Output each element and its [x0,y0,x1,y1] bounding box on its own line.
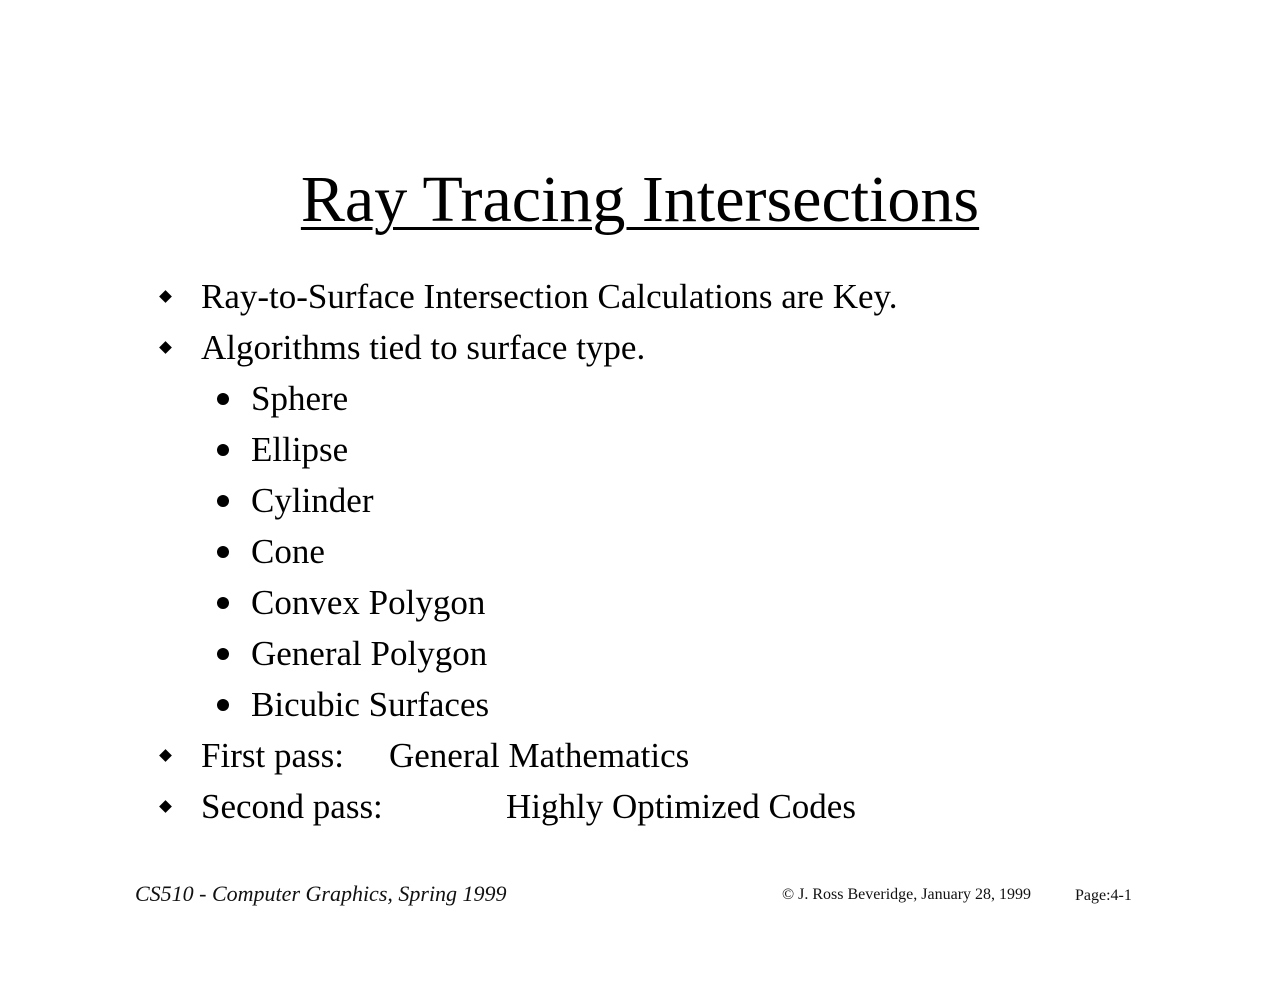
slide-title-text: Ray Tracing Intersections [300,163,980,236]
diamond-bullet-icon [159,800,172,813]
pass-label: First pass: [201,736,344,775]
pass-value: Highly Optimized Codes [506,787,856,826]
sub-bullet-item: Bicubic Surfaces [251,685,490,724]
sub-bullet-item: Sphere [251,379,349,418]
diamond-bullet-icon [159,290,172,303]
round-bullet-icon [217,444,229,456]
round-bullet-icon [217,597,229,609]
sub-bullet-item: General Polygon [251,634,488,673]
bullet-item: Algorithms tied to surface type. [201,328,646,367]
round-bullet-icon [217,495,229,507]
sub-bullet-item: Cone [251,532,325,571]
sub-bullet-item: Ellipse [251,430,349,469]
pass-value: General Mathematics [389,736,690,775]
slide-title [0,160,1280,240]
footer-copyright: © J. Ross Beveridge, January 28, 1999 [782,886,1032,903]
round-bullet-icon [217,699,229,711]
diamond-bullet-icon [159,749,172,762]
pass-label: Second pass: [201,787,383,826]
round-bullet-icon [217,648,229,660]
bullet-item: Ray-to-Surface Intersection Calculations are Key. [201,277,898,316]
diamond-bullet-icon [159,341,172,354]
footer-course: CS510 - Computer Graphics, Spring 1999 [135,881,507,906]
round-bullet-icon [217,393,229,405]
sub-bullet-item: Convex Polygon [251,583,486,622]
footer-page-number: Page:4-1 [1075,887,1132,904]
round-bullet-icon [217,546,229,558]
sub-bullet-item: Cylinder [251,481,374,520]
